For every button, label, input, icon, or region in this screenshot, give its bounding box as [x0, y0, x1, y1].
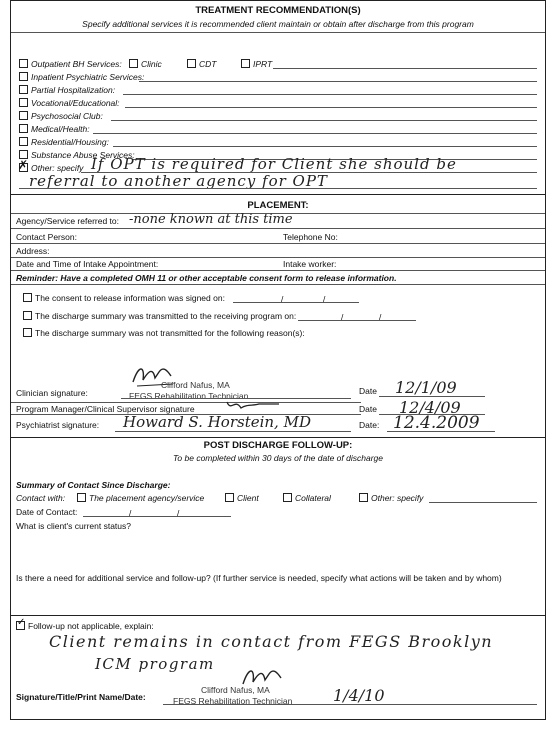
medical-row: Medical/Health:	[19, 124, 90, 134]
clinician-date-label: Date	[359, 386, 377, 396]
date-of-contact-label: Date of Contact:	[16, 507, 78, 517]
partial-checkbox[interactable]	[19, 85, 28, 94]
client-checkbox[interactable]	[225, 493, 234, 502]
followup-title-text: FEGS Rehabilitation Technician	[173, 696, 293, 706]
placement-checkbox[interactable]	[77, 493, 86, 502]
address-label: Address:	[16, 246, 50, 256]
outpatient-row: Outpatient BH Services:	[19, 59, 122, 69]
telephone-label: Telephone No:	[283, 232, 338, 242]
contact-client-option[interactable]: Client	[225, 493, 259, 503]
intake-worker-label: Intake worker:	[283, 259, 337, 269]
other-handwriting-2: referral to another agency for OPT	[29, 172, 328, 190]
followup-subtitle: To be completed within 30 days of the date of discharge	[173, 453, 383, 463]
agency-handwriting: -none known at this time	[129, 212, 293, 227]
summary-sent-checkbox[interactable]	[23, 311, 32, 320]
placement-title: PLACEMENT:	[247, 200, 309, 211]
treatment-subtitle: Specify additional services it is recommended client maintain or obtain after discharge from this program	[82, 19, 474, 29]
manager-date-label: Date	[359, 404, 377, 414]
other-contact-checkbox[interactable]	[359, 493, 368, 502]
clinician-date: 12/1/09	[395, 378, 457, 397]
current-status-question: What is client's current status?	[16, 521, 131, 531]
psychosocial-row: Psychosocial Club:	[19, 111, 103, 121]
reminder-text: Reminder: Have a completed OMH 11 or other acceptable consent form to release information.	[16, 273, 397, 283]
followup-title: POST DISCHARGE FOLLOW-UP:	[203, 440, 353, 451]
consent-row: The consent to release information was signed on:	[23, 293, 225, 303]
contact-other-option[interactable]: Other: specify	[359, 493, 423, 503]
explain-handwriting-1: Client remains in contact from FEGS Brooklyn	[49, 632, 494, 651]
summary-not-sent-row: The discharge summary was not transmitted for the following reason(s):	[23, 328, 305, 338]
signature-title-label: Signature/Title/Print Name/Date:	[16, 692, 146, 702]
followup-date: 1/4/10	[333, 686, 385, 705]
not-applicable-row: ✓ Follow-up not applicable, explain:	[17, 617, 154, 631]
agency-label: Agency/Service referred to:	[16, 216, 119, 226]
cdt-checkbox[interactable]	[187, 59, 196, 68]
psychiatrist-date: 12.4.2009	[393, 413, 480, 433]
psychiatrist-signature-label: Psychiatrist signature:	[16, 420, 100, 430]
manager-signature-label: Program Manager/Clinical Supervisor signature	[16, 404, 195, 414]
other-handwriting-1: If OPT is required for Client she should be	[91, 155, 457, 173]
iprt-checkbox[interactable]	[241, 59, 250, 68]
medical-checkbox[interactable]	[19, 124, 28, 133]
not-applicable-checkbox[interactable]	[16, 617, 26, 630]
followup-name: Clifford Nafus, MA	[201, 685, 270, 695]
residential-checkbox[interactable]	[19, 137, 28, 146]
divider	[11, 32, 545, 33]
psychiatrist-date-label: Date:	[359, 420, 380, 430]
summary-title: Summary of Contact Since Discharge:	[16, 480, 171, 490]
clinic-checkbox[interactable]	[129, 59, 138, 68]
form-page: TREATMENT RECOMMENDATION(S) Specify additional services it is recommended client maintain or obtain after discharge from this program Outpatient BH Services: Clinic CDT IPRT Inpatient Psychiatric Services: Partial Hospitalization: Vocational/Educational: Psychosocial Club: Medical/Health: Residential/Housing: Substance Abuse Services: ✗ Other: specify If OPT is required for Client she should be referral to another agency for OPT PLACEMENT: Agency/Service referred to: -none known at this time Contact Person: Telephone No: Address: Date and Time of Intake Appointment: Intake worker: Reminder: Have a completed OMH 11 or other acceptable consent form to release information. The consent to release information was signed on: / / The discharge summary was transmitted to the receiving program on: / / The discharge summary was not transmitted for the following reason(s): Clinician signature: Clifford Nafus, MA FEGS Rehabilitation Technician Date 12/1/09 Program Manager/Clinical Supervisor signature Date 12/4/09 Psychiatrist signature: Howard S. Horstein, MD Date: 12.4.2009 POST DISCHARGE FOLLOW-UP: To be completed within 30 days of the date of discharge Summary of Contact Since Discharge: Contact with: The placement agency/service Client Collateral Other: specify Date of Contact: / / What is client's current status? Is there a need for additional service and follow-up? (If further service is needed, specify what actions will be taken and by whom) ✓ Follow-up not applicable, explain: Client remains in contact from FEGS Brooklyn ICM program Signature/Title/Print Name/Date: Clifford Nafus, MA FEGS Rehabilitation Technician 1/4/10	[10, 0, 546, 720]
clinic-option[interactable]: Clinic	[129, 59, 162, 69]
check-mark-icon: ✗	[18, 158, 29, 172]
summary-not-sent-checkbox[interactable]	[23, 328, 32, 337]
clinician-signature-label: Clinician signature:	[16, 388, 88, 398]
clinician-title: FEGS Rehabilitation Technician	[129, 391, 249, 401]
inpatient-row: Inpatient Psychiatric Services:	[19, 72, 144, 82]
psychiatrist-signature: Howard S. Horstein, MD	[123, 413, 311, 431]
intake-date-label: Date and Time of Intake Appointment:	[16, 259, 159, 269]
check-mark-icon: ✓	[17, 617, 26, 628]
need-question: Is there a need for additional service and follow-up? (If further service is needed, specify what actions will be taken and by whom)	[16, 573, 502, 583]
iprt-option[interactable]: IPRT	[241, 59, 272, 69]
top-border	[11, 0, 545, 1]
substance-row: Substance Abuse Services:	[19, 150, 135, 160]
consent-checkbox[interactable]	[23, 293, 32, 302]
cdt-option[interactable]: CDT	[187, 59, 216, 69]
vocational-row: Vocational/Educational:	[19, 98, 120, 108]
treatment-title: TREATMENT RECOMMENDATION(S)	[195, 5, 361, 16]
contact-collateral-option[interactable]: Collateral	[283, 493, 331, 503]
contact-person-label: Contact Person:	[16, 232, 77, 242]
clinician-name: Clifford Nafus, MA	[161, 380, 230, 390]
bottom-border	[11, 719, 545, 720]
partial-row: Partial Hospitalization:	[19, 85, 115, 95]
contact-placement-option[interactable]: The placement agency/service	[77, 493, 204, 503]
collateral-checkbox[interactable]	[283, 493, 292, 502]
other-row: ✗ Other: specify	[18, 158, 84, 173]
summary-sent-row: The discharge summary was transmitted to the receiving program on:	[23, 311, 296, 321]
contact-with-label: Contact with:	[16, 493, 66, 503]
psychosocial-checkbox[interactable]	[19, 111, 28, 120]
manager-date: 12/4/09	[399, 398, 461, 417]
outpatient-checkbox[interactable]	[19, 59, 28, 68]
explain-handwriting-2: ICM program	[95, 655, 215, 673]
vocational-checkbox[interactable]	[19, 98, 28, 107]
other-checkbox[interactable]	[18, 158, 29, 172]
inpatient-checkbox[interactable]	[19, 72, 28, 81]
residential-row: Residential/Housing:	[19, 137, 109, 147]
